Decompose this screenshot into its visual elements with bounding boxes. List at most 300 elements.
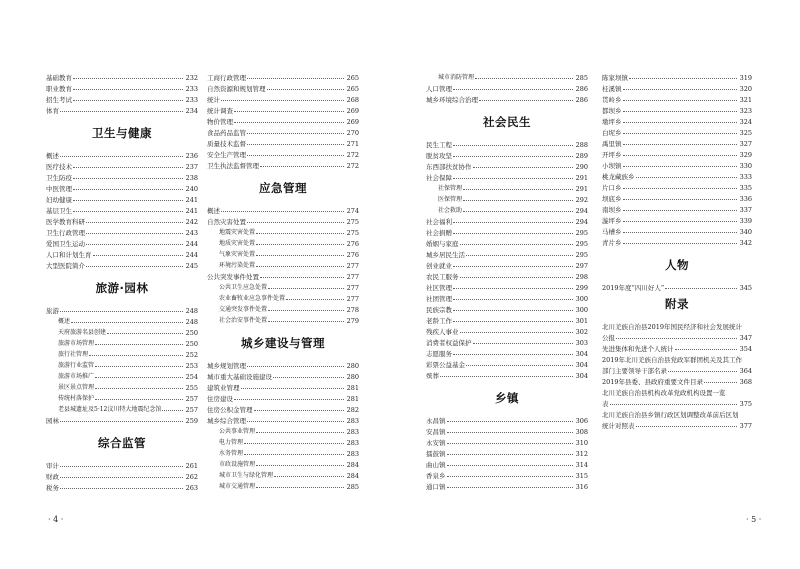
toc-entry-page: 265	[346, 84, 359, 93]
leader-dots	[86, 266, 183, 267]
toc-entry-title: 自然灾害处置	[207, 217, 246, 226]
toc-entry-title: 城市重大基础设施建设	[207, 372, 272, 381]
appendix-line: 北川羌族自治县机构改革党政机构设置一览	[602, 388, 726, 397]
toc-entry-page: 250	[185, 339, 198, 348]
toc-entry[interactable]	[46, 413, 198, 424]
toc-entry[interactable]	[46, 369, 198, 380]
toc-entry[interactable]	[46, 347, 198, 358]
toc-entry[interactable]	[207, 291, 359, 302]
toc-entry-page: 257	[185, 405, 198, 414]
toc-entry[interactable]	[46, 159, 198, 170]
toc-entry-title: 老县城遗址及5·12汶川特大地震纪念馆	[58, 406, 162, 413]
toc-entry-page: 284	[346, 471, 359, 480]
toc-entry-page: 280	[346, 372, 359, 381]
toc-entry-title: 物价管理	[207, 117, 233, 126]
leader-dots	[73, 89, 183, 90]
toc-entry[interactable]	[207, 103, 359, 114]
toc-entry[interactable]	[46, 469, 198, 480]
toc-entry[interactable]	[426, 424, 588, 435]
toc-entry-title: 社会福利	[426, 217, 452, 226]
toc-entry-page: 277	[346, 272, 359, 281]
toc-entry[interactable]	[207, 380, 359, 391]
toc-entry[interactable]	[207, 125, 359, 136]
toc-entry-page: 244	[185, 250, 198, 259]
toc-entry-page: 242	[185, 217, 198, 226]
section-title-people: 人物	[665, 258, 689, 273]
toc-entry[interactable]	[426, 203, 588, 214]
toc-entry[interactable]	[426, 291, 588, 302]
toc-entry[interactable]	[46, 258, 198, 269]
toc-entry[interactable]	[426, 468, 588, 479]
toc-entry[interactable]	[426, 413, 588, 424]
toc-entry[interactable]	[207, 446, 359, 457]
toc-entry[interactable]	[207, 225, 359, 236]
toc-entry[interactable]	[46, 148, 198, 159]
toc-entry[interactable]	[207, 280, 359, 291]
toc-entry-title: 自然资源和规划管理	[207, 84, 266, 93]
toc-entry[interactable]	[602, 136, 752, 147]
toc-entry-page: 368	[739, 377, 752, 386]
toc-entry[interactable]	[46, 380, 198, 391]
toc-entry-page: 329	[739, 150, 752, 159]
toc-list	[46, 148, 198, 269]
toc-entry[interactable]	[426, 214, 588, 225]
toc-entry-page: 274	[346, 206, 359, 215]
toc-entry-page: 279	[346, 316, 359, 325]
toc-entry-title: 青片乡	[602, 238, 622, 247]
toc-entry-title: 2019年度“四川好人”	[602, 283, 665, 292]
toc-entry-page: 285	[575, 73, 588, 82]
toc-entry-page: 315	[575, 471, 588, 480]
leader-dots	[274, 476, 344, 477]
toc-entry-title: 城乡规划管理	[207, 361, 246, 370]
toc-entry[interactable]	[426, 479, 588, 490]
toc-entry[interactable]	[46, 325, 198, 336]
toc-entry-title: 部门主要领导干部名录	[602, 366, 667, 375]
toc-entry[interactable]	[426, 269, 588, 280]
toc-list	[426, 413, 588, 490]
toc-entry-page: 262	[185, 472, 198, 481]
toc-entry[interactable]	[207, 136, 359, 147]
toc-entry-title: 建筑业管理	[207, 383, 240, 392]
toc-entry[interactable]	[207, 468, 359, 479]
toc-entry[interactable]	[426, 92, 588, 103]
toc-entry-page: 234	[185, 106, 198, 115]
toc-entry-page: 248	[185, 306, 198, 315]
toc-entry[interactable]	[426, 137, 588, 148]
toc-entry[interactable]	[207, 269, 359, 280]
toc-entry[interactable]	[426, 302, 588, 313]
toc-entry[interactable]	[46, 81, 198, 92]
toc-entry-page: 364	[739, 366, 752, 375]
toc-entry-title: 永昌镇	[426, 416, 446, 425]
toc-entry[interactable]	[426, 247, 588, 258]
toc-entry-title: 税务	[46, 483, 59, 492]
toc-entry[interactable]	[207, 81, 359, 92]
toc-entry[interactable]	[207, 70, 359, 81]
toc-entry[interactable]	[207, 479, 359, 490]
toc-entry-title: 质量技术监督	[207, 139, 246, 148]
toc-entry[interactable]	[207, 158, 359, 169]
toc-entry-page: 277	[346, 283, 359, 292]
toc-entry-title: 马槽乡	[602, 227, 622, 236]
leader-dots	[440, 376, 573, 377]
toc-entry[interactable]	[602, 341, 752, 352]
section-title-towns: 乡镇	[495, 391, 519, 406]
toc-entry-page: 319	[739, 73, 752, 82]
toc-entry[interactable]	[602, 363, 752, 374]
leader-dots	[254, 410, 345, 411]
toc-entry-page: 321	[739, 95, 752, 104]
section-title-tourism: 旅游·园林	[95, 281, 149, 296]
toc-entry[interactable]	[207, 358, 359, 369]
toc-entry[interactable]	[602, 147, 752, 158]
toc-entry[interactable]	[46, 402, 198, 413]
toc-entry-title: 旅游市场管理	[58, 340, 95, 347]
toc-entry[interactable]	[426, 236, 588, 247]
leader-dots	[675, 349, 738, 350]
toc-entry[interactable]	[426, 258, 588, 269]
toc-entry[interactable]	[426, 192, 588, 203]
toc-entry[interactable]	[46, 225, 198, 236]
toc-entry-title: 社会保障	[426, 173, 452, 182]
leader-dots	[447, 487, 574, 488]
toc-entry-title: 永安镇	[426, 438, 446, 447]
toc-entry-title: 统计对照表	[602, 421, 635, 430]
toc-entry[interactable]	[426, 181, 588, 192]
leader-dots	[447, 443, 574, 444]
toc-entry-page: 300	[575, 305, 588, 314]
toc-entry[interactable]	[207, 313, 359, 324]
toc-entry[interactable]	[602, 280, 752, 291]
leader-dots	[463, 200, 573, 201]
toc-entry[interactable]	[207, 114, 359, 125]
toc-entry-page: 281	[346, 394, 359, 403]
leader-dots	[60, 156, 183, 157]
leader-dots	[247, 133, 344, 134]
section-title-emergency: 应急管理	[259, 181, 307, 196]
toc-entry-title: 贯岭乡	[602, 95, 622, 104]
toc-entry-title: 医学教育科研	[46, 217, 85, 226]
toc-entry-page: 254	[185, 372, 198, 381]
toc-entry-page: 283	[346, 438, 359, 447]
toc-entry-title: 景区景点管理	[58, 384, 95, 391]
toc-entry-page: 300	[575, 294, 588, 303]
toc-entry[interactable]	[207, 369, 359, 380]
toc-entry-title: 大型医院简介	[46, 261, 85, 270]
toc-entry-page: 241	[185, 195, 198, 204]
toc-entry[interactable]	[46, 314, 198, 325]
toc-entry[interactable]	[46, 391, 198, 402]
leader-dots	[453, 354, 573, 355]
toc-entry[interactable]	[207, 457, 359, 468]
toc-entry[interactable]	[46, 458, 198, 469]
toc-entry[interactable]	[207, 236, 359, 247]
leader-dots	[453, 222, 573, 223]
leader-dots	[95, 388, 183, 389]
toc-entry-title: 2019年县委、县政府重要文件目录	[602, 377, 704, 386]
toc-entry-page: 320	[739, 84, 752, 93]
toc-entry[interactable]	[46, 192, 198, 203]
toc-entry[interactable]	[426, 170, 588, 181]
leader-dots	[73, 211, 183, 212]
toc-entry[interactable]	[207, 147, 359, 158]
toc-entry[interactable]	[602, 125, 752, 136]
leader-dots	[668, 371, 737, 372]
toc-entry[interactable]	[602, 374, 752, 385]
toc-entry[interactable]	[46, 480, 198, 491]
toc-entry-title: 交通突发事件处置	[219, 306, 268, 313]
toc-entry-page: 375	[739, 399, 752, 408]
toc-entry-title: 传统村落保护	[58, 395, 95, 402]
leader-dots	[610, 404, 738, 405]
leader-dots	[60, 488, 183, 489]
toc-entry[interactable]	[207, 391, 359, 402]
toc-entry-title: 招生考试	[46, 95, 72, 104]
toc-entry[interactable]	[602, 103, 752, 114]
toc-entry-page: 323	[739, 106, 752, 115]
toc-entry-page: 276	[346, 250, 359, 259]
toc-list	[207, 358, 359, 490]
toc-entry-page: 277	[346, 261, 359, 270]
toc-entry-title: 妇幼健康	[46, 195, 72, 204]
leader-dots	[453, 288, 573, 289]
toc-entry-title: 民族宗教	[426, 305, 452, 314]
toc-entry[interactable]	[602, 81, 752, 92]
leader-dots	[629, 78, 737, 79]
toc-entry-title: 社会救助	[438, 207, 463, 214]
toc-entry-title: 农民工服务	[426, 272, 459, 281]
toc-entry-title: 概述	[46, 151, 59, 160]
toc-entry-title: 陈家坝镇	[602, 73, 628, 82]
toc-entry[interactable]	[602, 158, 752, 169]
leader-dots	[453, 321, 573, 322]
toc-entry-page: 272	[346, 161, 359, 170]
toc-entry[interactable]	[207, 302, 359, 313]
toc-entry-title: 社区管理	[426, 283, 452, 292]
toc-list	[602, 70, 752, 246]
leader-dots	[256, 244, 344, 245]
toc-entry[interactable]	[602, 224, 752, 235]
leader-dots	[95, 377, 183, 378]
toc-entry[interactable]	[46, 181, 198, 192]
toc-entry-page: 335	[739, 183, 752, 192]
section-title-urban: 城乡建设与管理	[241, 336, 325, 351]
toc-entry-page: 255	[185, 383, 198, 392]
toc-entry[interactable]	[602, 213, 752, 224]
toc-entry-title: 坝底乡	[602, 194, 622, 203]
appendix-line: 2019年北川羌族自治县党政军群团机关及其工作	[602, 355, 743, 364]
leader-dots	[234, 399, 344, 400]
appendix-line: 北川羌族自治县乡镇行政区划调整改革前后区划	[602, 410, 739, 419]
toc-entry-page: 290	[575, 162, 588, 171]
toc-entry-title: 概述	[58, 318, 71, 325]
toc-entry[interactable]	[207, 413, 359, 424]
toc-entry-title: 墩坪乡	[602, 117, 622, 126]
toc-entry[interactable]	[602, 235, 752, 246]
leader-dots	[247, 144, 344, 145]
toc-entry-page: 347	[739, 333, 752, 342]
toc-entry-page: 292	[575, 195, 588, 204]
toc-entry[interactable]	[207, 435, 359, 446]
leader-dots	[447, 432, 574, 433]
toc-entry[interactable]	[426, 313, 588, 324]
toc-entry-page: 295	[575, 250, 588, 259]
toc-entry-page: 245	[185, 261, 198, 270]
toc-entry-page: 248	[185, 317, 198, 326]
toc-entry-title: 南坝乡	[602, 205, 622, 214]
leader-dots	[241, 388, 345, 389]
leader-dots	[260, 166, 344, 167]
toc-entry[interactable]	[46, 303, 198, 314]
toc-entry-page: 304	[575, 349, 588, 358]
toc-entry[interactable]	[426, 324, 588, 335]
leader-dots	[107, 333, 183, 334]
toc-entry-title: 殡葬	[426, 371, 439, 380]
toc-entry-page: 284	[346, 460, 359, 469]
toc-entry-page: 310	[575, 438, 588, 447]
toc-entry-page: 261	[185, 461, 198, 470]
leader-dots	[60, 111, 183, 112]
toc-entry-page: 330	[739, 161, 752, 170]
toc-entry[interactable]	[207, 247, 359, 258]
right-column-1	[426, 70, 588, 490]
toc-entry[interactable]	[426, 346, 588, 357]
toc-entry[interactable]	[46, 236, 198, 247]
toc-entry[interactable]	[46, 92, 198, 103]
toc-entry[interactable]	[602, 418, 752, 429]
toc-entry[interactable]	[426, 357, 588, 368]
toc-entry[interactable]	[602, 70, 752, 81]
toc-entry[interactable]	[207, 402, 359, 413]
toc-entry-title: 城乡环境综合治理	[426, 95, 478, 104]
leader-dots	[73, 78, 183, 79]
leader-dots	[93, 255, 184, 256]
toc-entry-page: 263	[185, 483, 198, 492]
leader-dots	[447, 421, 574, 422]
toc-entry[interactable]	[426, 457, 588, 468]
leader-dots	[247, 366, 344, 367]
leader-dots	[234, 122, 344, 123]
toc-entry-title: 表	[602, 399, 609, 408]
toc-entry[interactable]	[207, 92, 359, 103]
toc-entry-title: 桃龙藏族乡	[602, 172, 635, 181]
toc-entry[interactable]	[207, 424, 359, 435]
toc-entry[interactable]	[46, 214, 198, 225]
appendix-line: 北川羌族自治县2019年国民经济和社会发展统计	[602, 322, 743, 331]
toc-list	[602, 280, 752, 291]
left-column-1	[46, 70, 198, 491]
toc-entry-page: 257	[185, 394, 198, 403]
toc-entry[interactable]	[602, 114, 752, 125]
toc-entry[interactable]	[207, 203, 359, 214]
toc-entry[interactable]	[207, 214, 359, 225]
toc-entry[interactable]	[46, 103, 198, 114]
toc-entry-page: 303	[575, 338, 588, 347]
leader-dots	[247, 222, 344, 223]
toc-entry[interactable]	[602, 180, 752, 191]
toc-entry-title: 桂溪镇	[602, 84, 622, 93]
toc-entry[interactable]	[426, 446, 588, 457]
leader-dots	[247, 155, 344, 156]
toc-entry[interactable]	[602, 330, 752, 341]
toc-entry[interactable]	[426, 148, 588, 159]
leader-dots	[73, 200, 183, 201]
toc-entry[interactable]	[426, 81, 588, 92]
toc-entry[interactable]	[602, 92, 752, 103]
toc-entry[interactable]	[426, 225, 588, 236]
toc-entry[interactable]	[46, 358, 198, 369]
toc-entry[interactable]	[46, 336, 198, 347]
toc-entry[interactable]	[46, 203, 198, 214]
leader-dots	[268, 321, 344, 322]
toc-entry[interactable]	[602, 396, 752, 407]
leader-dots	[453, 310, 573, 311]
toc-entry[interactable]	[426, 335, 588, 346]
toc-entry-title: 旅行社管理	[58, 351, 89, 358]
section-title-health: 卫生与健康	[92, 126, 152, 141]
toc-entry-title: 志愿服务	[426, 349, 452, 358]
toc-entry-title: 医保管理	[438, 196, 463, 203]
toc-entry[interactable]	[426, 280, 588, 291]
toc-entry-page: 327	[739, 139, 752, 148]
toc-entry-page: 291	[575, 184, 588, 193]
toc-entry-page: 241	[185, 206, 198, 215]
toc-entry-title: 旅游行业监管	[58, 362, 95, 369]
toc-entry-title: 中医管理	[46, 184, 72, 193]
toc-entry-title: 旅游	[46, 306, 59, 315]
page-number-left: · 4 ·	[48, 515, 64, 524]
toc-entry[interactable]	[46, 70, 198, 81]
leader-dots	[460, 244, 574, 245]
toc-entry-title: 安全生产管理	[207, 150, 246, 159]
toc-entry-page: 240	[185, 184, 198, 193]
toc-entry[interactable]	[207, 258, 359, 269]
leader-dots	[268, 288, 344, 289]
toc-entry-title: 东西部扶贫协作	[426, 162, 472, 171]
toc-entry-title: 通口镇	[426, 482, 446, 491]
toc-entry[interactable]	[426, 159, 588, 170]
toc-entry-title: 禹里镇	[602, 139, 622, 148]
leader-dots	[447, 476, 574, 477]
toc-entry[interactable]	[602, 191, 752, 202]
toc-entry[interactable]	[426, 435, 588, 446]
toc-entry-title: 卫生行政管理	[46, 228, 85, 237]
toc-entry-title: 爱国卫生运动	[46, 239, 85, 248]
leader-dots	[453, 89, 573, 90]
toc-entry[interactable]	[602, 169, 752, 180]
toc-entry[interactable]	[426, 70, 588, 81]
leader-dots	[73, 189, 183, 190]
toc-entry[interactable]	[46, 247, 198, 258]
toc-entry[interactable]	[426, 368, 588, 379]
leader-dots	[256, 233, 344, 234]
toc-entry-page: 237	[185, 162, 198, 171]
toc-entry-title: 气象灾害处置	[219, 251, 256, 258]
leader-dots	[473, 167, 574, 168]
toc-entry-title: 片口乡	[602, 183, 622, 192]
page-number-right: · 5 ·	[746, 515, 762, 524]
toc-entry-title: 城乡居民生活	[426, 250, 465, 259]
appendix-list	[602, 319, 752, 429]
leader-dots	[623, 122, 738, 123]
toc-entry[interactable]	[602, 202, 752, 213]
toc-entry[interactable]	[46, 170, 198, 181]
leader-dots	[256, 255, 344, 256]
toc-entry-title: 基础教育	[46, 73, 72, 82]
leader-dots	[623, 232, 738, 233]
leader-dots	[447, 465, 574, 466]
